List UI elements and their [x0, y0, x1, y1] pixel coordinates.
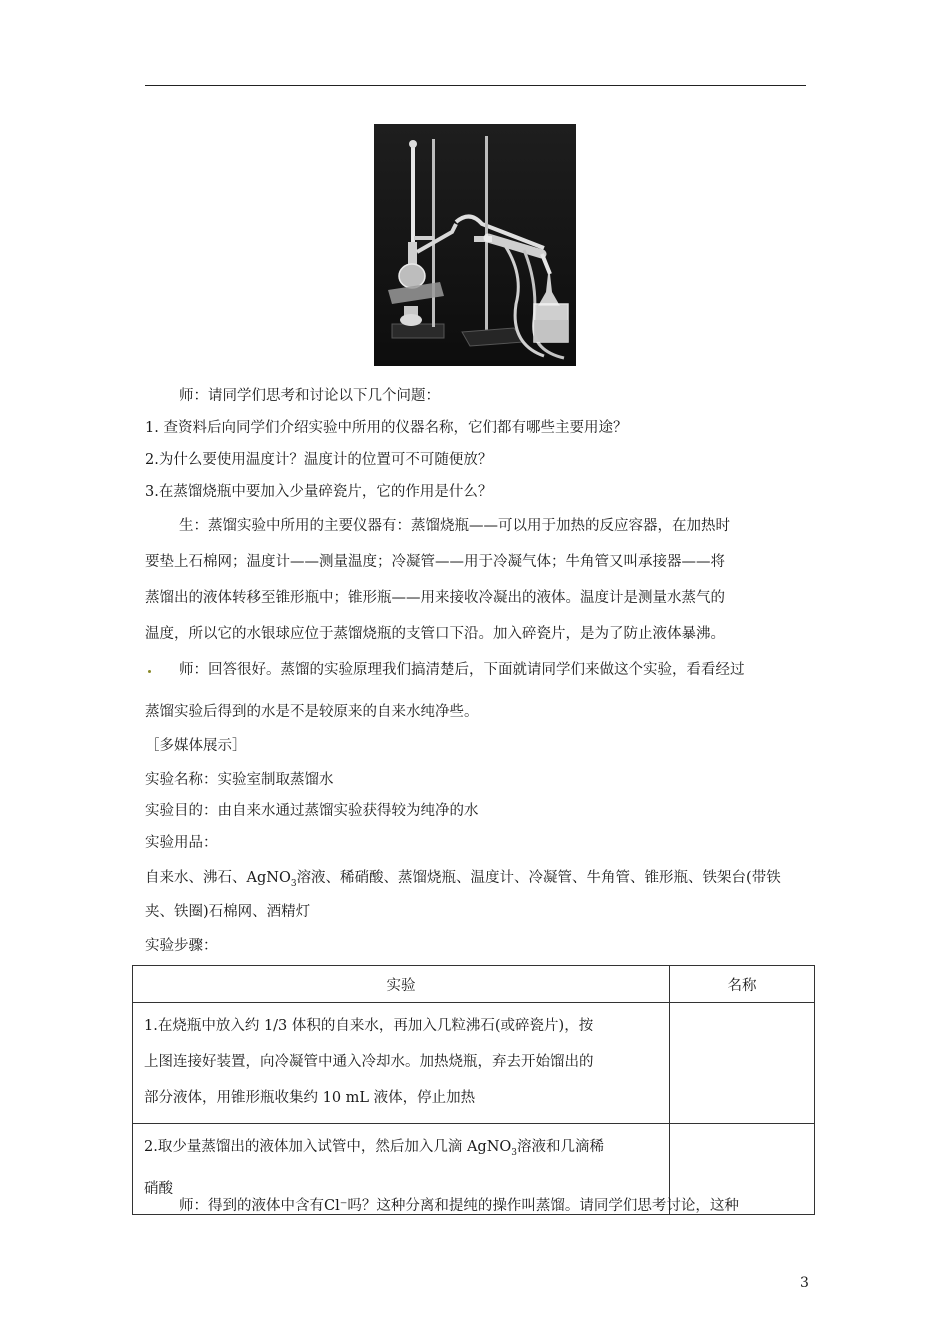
teacher-reply-line-2: 蒸馏实验后得到的水是不是较原来的自来水纯净些。 [145, 704, 479, 720]
question-1: 1. 查资料后向同学们介绍实验中所用的仪器名称，它们都有哪些主要用途？ [145, 420, 628, 436]
table-row [133, 1003, 815, 1124]
distillation-apparatus-photo [374, 124, 576, 366]
header-rule [145, 85, 806, 86]
student-answer-line-4: 温度，所以它的水银球应位于蒸馏烧瓶的支管口下沿。加入碎瓷片，是为了防止液体暴沸。 [145, 626, 725, 642]
step-2-text: 2.取少量蒸馏出的液体加入试管中，然后加入几滴 AgNO$_3$溶液和几滴稀 硝酸 [144, 1139, 605, 1197]
experiment-steps-table [132, 965, 815, 1215]
experiment-items-line-2: 夹、铁圈)石棉网、酒精灯 [145, 904, 311, 920]
experiment-steps-label: 实验步骤： [145, 938, 218, 954]
teacher-reply-line-1: 师：回答很好。蒸馏的实验原理我们搞清楚后，下面就请同学们来做这个实验，看看经过 [179, 662, 745, 678]
student-answer-line-1: 生：蒸馏实验中所用的主要仪器有：蒸馏烧瓶——可以用于加热的反应容器，在加热时 [179, 518, 730, 534]
distillation-apparatus-illustration [374, 124, 576, 366]
experiment-goal: 实验目的：由自来水通过蒸馏实验获得较为纯净的水 [145, 803, 479, 819]
experiment-name: 实验名称：实验室制取蒸馏水 [145, 772, 334, 788]
question-2: 2.为什么要使用温度计？温度计的位置可不可随便放？ [145, 452, 493, 468]
page-number: 3 [800, 1275, 809, 1291]
step-1-text: 1.在烧瓶中放入约 1/3 体积的自来水，再加入几粒沸石(或碎瓷片)，按 上图连接好装置，向冷凝管中通入冷却水。加热烧瓶，弃去开始馏出的 部分液体，用锥形瓶收集约 10 mL 液体，停止加热 [144, 1018, 594, 1106]
multimedia-label: ［多媒体展示］ [145, 738, 247, 754]
table-header-row [133, 966, 815, 1003]
table-header-name: 名称 [670, 966, 815, 1003]
table-header-experiment: 实验 [133, 966, 670, 1003]
closing-question: 师：得到的液体中含有Cl⁻吗？这种分离和提纯的操作叫蒸馏。请同学们思考讨论，这种 [179, 1198, 739, 1214]
question-3: 3.在蒸馏烧瓶中要加入少量碎瓷片，它的作用是什么？ [145, 484, 493, 500]
experiment-items-line-1: 自来水、沸石、AgNO$_3$溶液、稀硝酸、蒸馏烧瓶、温度计、冷凝管、牛角管、锥形瓶、铁架台(带铁 [145, 870, 781, 889]
experiment-items-label: 实验用品： [145, 835, 218, 851]
step-1-name-cell [670, 1003, 815, 1124]
student-answer-line-3: 蒸馏出的液体转移至锥形瓶中；锥形瓶——用来接收冷凝出的液体。温度计是测量水蒸气的 [145, 590, 725, 606]
teacher-prompt: 师：请同学们思考和讨论以下几个问题： [179, 388, 440, 404]
student-answer-line-2: 要垫上石棉网；温度计——测量温度；冷凝管——用于冷凝气体；牛角管又叫承接器——将 [145, 554, 725, 570]
